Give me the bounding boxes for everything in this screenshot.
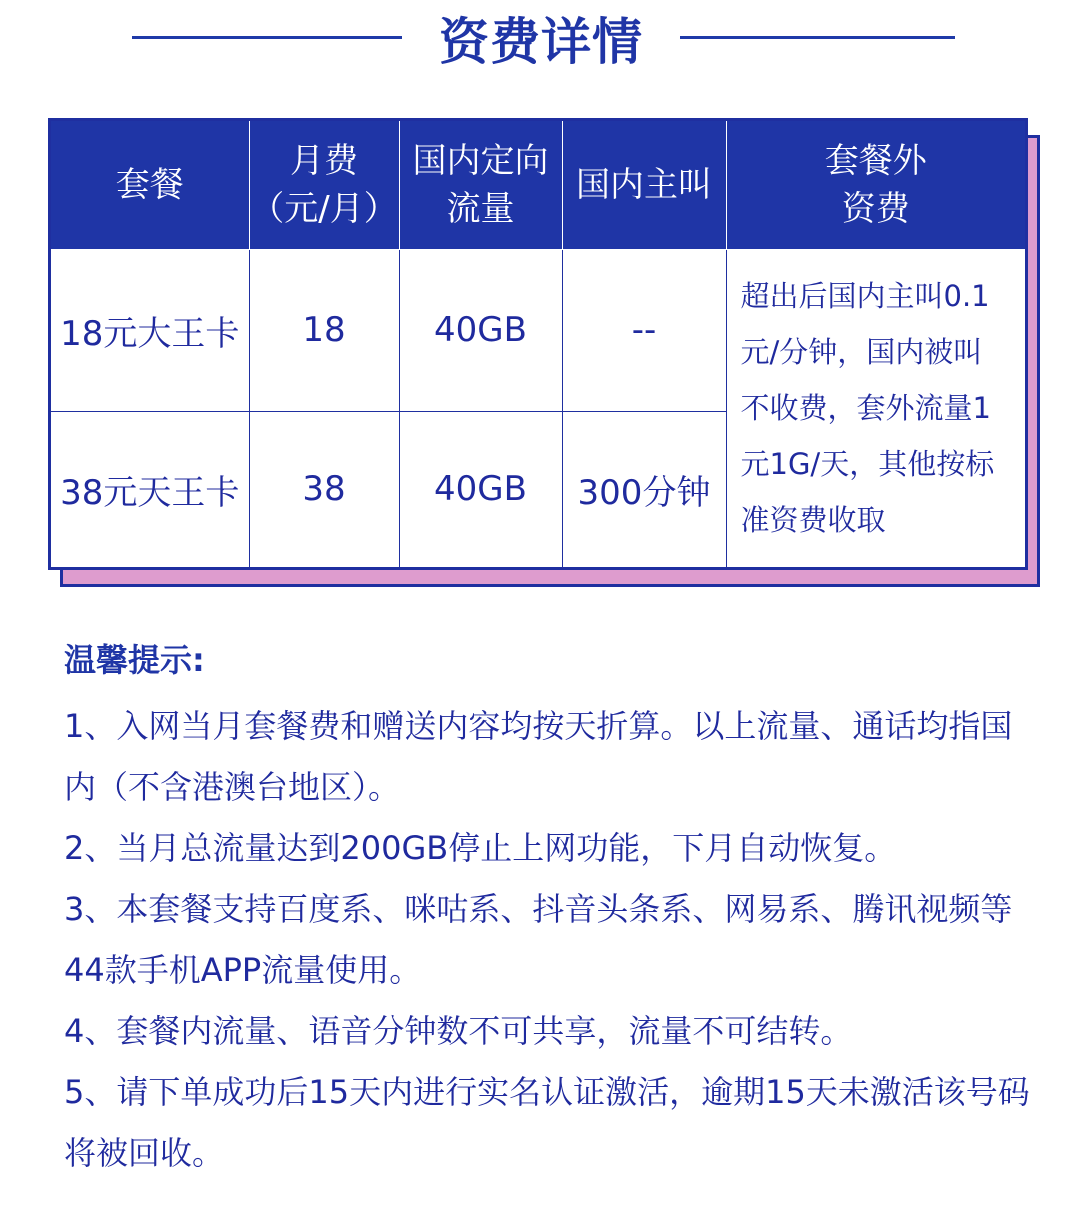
cell-extra-fee: 超出后国内主叫0.1元/分钟，国内被叫不收费，套外流量1元1G/天，其他按标准资费收取 [726,249,1025,567]
page-title: 资费详情 [439,13,643,71]
tip-item: 2、当月总流量达到200GB停止上网功能，下月自动恢复。 [64,829,897,867]
cell-calls: 300分钟 [562,411,726,567]
header-domestic-calls: 国内主叫 [562,121,726,249]
tips-section [64,634,1034,1184]
title-divider-left [132,36,402,39]
cell-plan: 38元天王卡 [51,411,249,567]
cell-plan: 18元大王卡 [51,249,249,411]
header-monthly-fee: 月费 （元/月） [249,121,399,249]
cell-data: 40GB [399,411,562,567]
page-header [0,0,1080,80]
fee-table [51,121,1025,568]
tip-item: 1、入网当月套餐费和赠送内容均按天折算。以上流量、通话均指国内（不含港澳台地区）。 [64,707,1013,806]
header-plan: 套餐 [51,121,249,249]
table-row [51,249,1025,411]
table-header-row [51,121,1025,249]
tip-item: 3、本套餐支持百度系、咪咕系、抖音头条系、网易系、腾讯视频等44款手机APP流量使用。 [64,890,1013,989]
tip-item: 4、套餐内流量、语音分钟数不可共享，流量不可结转。 [64,1012,853,1050]
header-extra-fee: 套餐外 资费 [726,121,1025,249]
tips-title: 温馨提示: [64,641,205,679]
fee-table-container [48,118,1028,570]
cell-fee: 18 [249,249,399,411]
title-divider-right [680,36,955,39]
cell-fee: 38 [249,411,399,567]
cell-data: 40GB [399,249,562,411]
header-domestic-data: 国内定向 流量 [399,121,562,249]
cell-calls: -- [562,249,726,411]
tip-item: 5、请下单成功后15天内进行实名认证激活，逾期15天未激活该号码将被回收。 [64,1073,1030,1172]
